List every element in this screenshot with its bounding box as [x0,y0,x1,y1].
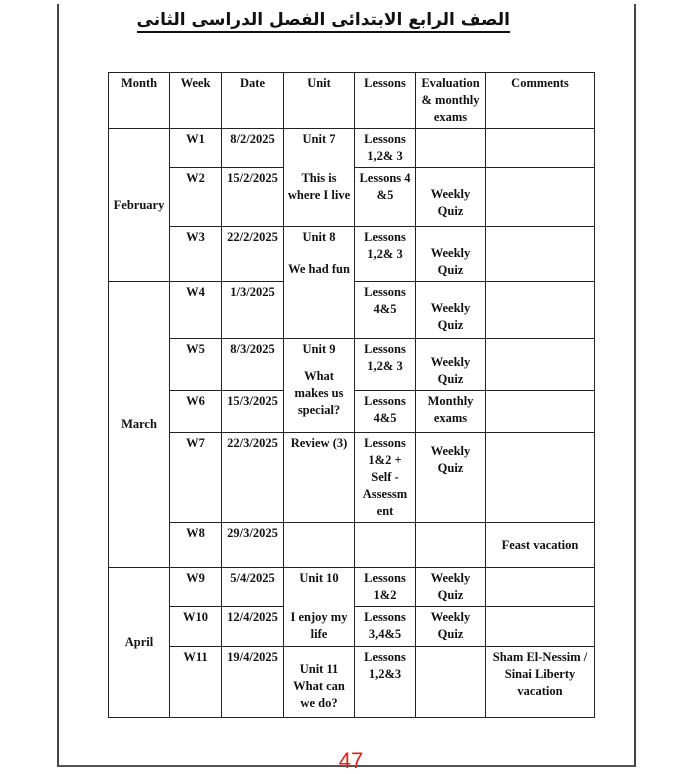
date-cell: 1/3/2025 [222,282,284,339]
header-unit: Unit [284,73,355,129]
table-row [109,647,595,718]
unit-title: Unit 10 [299,571,339,585]
unit-title: Unit 8 [302,230,336,244]
lessons-cell: Lessons 1,2& 3 [355,227,416,282]
date-cell: 15/2/2025 [222,168,284,227]
evaluation-cell: Weekly Quiz [416,607,486,647]
lessons-cell: Lessons 1,2& 3 [355,339,416,391]
evaluation-cell [416,129,486,168]
unit-name: This is where I live [287,170,351,202]
evaluation-cell: Weekly Quiz [416,168,486,227]
comments-cell: Sham El-Nessim / Sinai Liberty vacation [486,647,595,718]
week-cell: W1 [170,129,222,168]
comments-cell [486,168,595,227]
comments-cell: Feast vacation [486,523,595,568]
week-cell: W3 [170,227,222,282]
date-cell: 22/3/2025 [222,433,284,523]
unit-cell [284,168,355,227]
month-march: March [109,282,170,568]
unit-name: We had fun [288,262,350,276]
date-cell: 5/4/2025 [222,568,284,607]
curriculum-table [108,72,595,718]
date-cell: 15/3/2025 [222,391,284,433]
date-cell: 22/2/2025 [222,227,284,282]
page-number: 47 [338,748,364,773]
lessons-cell: Lessons 3,4&5 [355,607,416,647]
week-cell: W9 [170,568,222,607]
lessons-cell: Lessons 4&5 [355,391,416,433]
week-cell: W4 [170,282,222,339]
date-cell: 19/4/2025 [222,647,284,718]
evaluation-cell: Weekly Quiz [416,433,486,523]
unit-cell [284,523,355,568]
unit-cell [284,129,355,168]
evaluation-cell: Weekly Quiz [416,282,486,339]
table-row [109,568,595,607]
month-april: April [109,568,170,718]
evaluation-cell [416,523,486,568]
header-month: Month [109,73,170,129]
comments-cell [486,391,595,433]
unit-name: I enjoy my life [290,609,348,641]
comments-cell [486,607,595,647]
header-comments: Comments [486,73,595,129]
unit-review: Review (3) [290,436,348,450]
header-week: Week [170,73,222,129]
comments-cell [486,339,595,391]
unit-title: Unit 11 [299,662,339,676]
table-row [109,227,595,282]
comments-cell [486,227,595,282]
week-cell: W7 [170,433,222,523]
page-title: الصف الرابع الابتدائى الفصل الدراسى الثانى [180,10,510,30]
lessons-cell: Lessons 1,2& 3 [355,129,416,168]
lessons-cell: Lessons 1,2&3 [355,647,416,718]
week-cell: W10 [170,607,222,647]
lessons-cell: Lessons 1&2 [355,568,416,607]
table-row [109,168,595,227]
lessons-cell: Lessons 1&2 + Self - Assessm ent [355,433,416,523]
date-cell: 8/3/2025 [222,339,284,391]
comments-cell [486,568,595,607]
unit-name: What can we do? [293,679,345,710]
evaluation-cell: Weekly Quiz [416,568,486,607]
unit-title: Unit 7 [302,132,336,146]
header-date: Date [222,73,284,129]
unit-cell [284,568,355,607]
table-row [109,523,595,568]
week-cell: W6 [170,391,222,433]
lessons-cell: Lessons 4&5 [355,282,416,339]
date-cell: 29/3/2025 [222,523,284,568]
comments-cell [486,282,595,339]
table-header-row [109,73,595,129]
unit-cell [284,227,355,339]
unit-title: Unit 9 [302,342,336,356]
unit-cell [284,339,355,433]
unit-name: What makes us special? [294,369,344,417]
table-row [109,607,595,647]
month-february: February [109,129,170,282]
comments-cell [486,129,595,168]
comments-cell [486,433,595,523]
unit-cell [284,433,355,523]
header-evaluation: Evaluation & monthly exams [416,73,486,129]
date-cell: 8/2/2025 [222,129,284,168]
unit-cell [284,607,355,647]
lessons-cell [355,523,416,568]
date-cell: 12/4/2025 [222,607,284,647]
evaluation-cell: Weekly Quiz [416,339,486,391]
unit-cell [284,647,355,718]
header-lessons: Lessons [355,73,416,129]
table-row [109,433,595,523]
week-cell: W11 [170,647,222,718]
week-cell: W5 [170,339,222,391]
evaluation-cell: Weekly Quiz [416,227,486,282]
lessons-cell: Lessons 4 &5 [355,168,416,227]
evaluation-cell: Monthly exams [416,391,486,433]
week-cell: W2 [170,168,222,227]
evaluation-cell [416,647,486,718]
table-row [109,339,595,391]
table-row [109,129,595,168]
week-cell: W8 [170,523,222,568]
